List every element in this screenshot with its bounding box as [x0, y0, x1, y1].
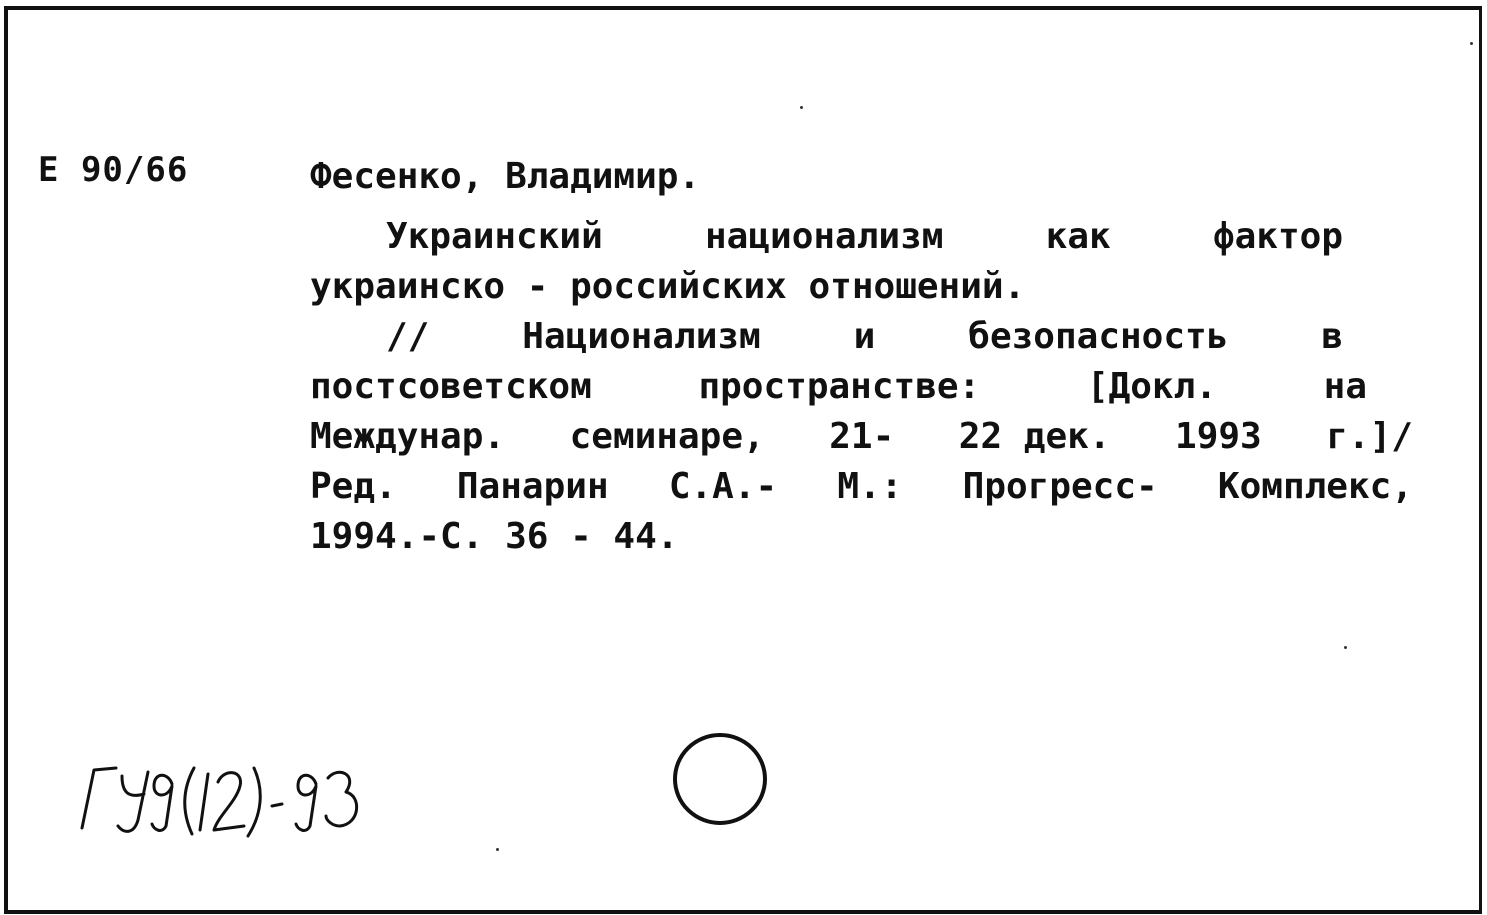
- title-line-2: украинско - российских отношений.: [310, 266, 1026, 307]
- author-line: Фесенко, Владимир.: [310, 156, 701, 197]
- paper-speck: [1344, 646, 1347, 649]
- source-word: безопасность: [968, 316, 1229, 357]
- source-word: 21-: [829, 416, 895, 457]
- catalog-card: [4, 6, 1482, 914]
- punch-hole: [672, 732, 768, 826]
- source-line-3: [310, 416, 1413, 457]
- title-word: Украинский: [386, 216, 603, 257]
- shelfmark: Е 90/66: [38, 150, 189, 190]
- source-line-4: [310, 466, 1413, 507]
- source-word: Национализм: [522, 316, 761, 357]
- source-word: семинаре,: [569, 416, 765, 457]
- source-word: Прогресс-: [962, 466, 1158, 507]
- source-word: и: [853, 316, 876, 357]
- source-word: М.:: [837, 466, 903, 507]
- handwritten-code: [68, 750, 388, 840]
- source-word: в: [1321, 316, 1343, 357]
- source-word: на: [1323, 366, 1367, 407]
- source-word: пространстве:: [698, 366, 981, 407]
- paper-speck: [496, 848, 499, 851]
- source-word: [Докл.: [1086, 366, 1217, 407]
- source-word: г.]/: [1326, 416, 1413, 457]
- title-word: фактор: [1212, 216, 1343, 257]
- paper-speck: [1470, 42, 1473, 45]
- source-word: Комплекс,: [1217, 466, 1413, 507]
- title-word: национализм: [705, 216, 944, 257]
- source-line-5: 1994.-С. 36 - 44.: [310, 516, 679, 557]
- paper-speck: [800, 106, 803, 109]
- title-line-1: [386, 216, 1343, 257]
- source-word: Ред.: [310, 466, 397, 507]
- source-word: Междунар.: [310, 416, 506, 457]
- source-word: Панарин: [456, 466, 609, 507]
- source-word: 22 дек.: [958, 416, 1111, 457]
- source-word: //: [386, 316, 430, 357]
- source-line-2: [310, 366, 1367, 407]
- source-word: С.А.-: [668, 466, 778, 507]
- source-line-1: [386, 316, 1343, 357]
- source-word: 1993: [1175, 416, 1262, 457]
- title-word: как: [1045, 216, 1111, 257]
- source-word: постсоветском: [310, 366, 592, 407]
